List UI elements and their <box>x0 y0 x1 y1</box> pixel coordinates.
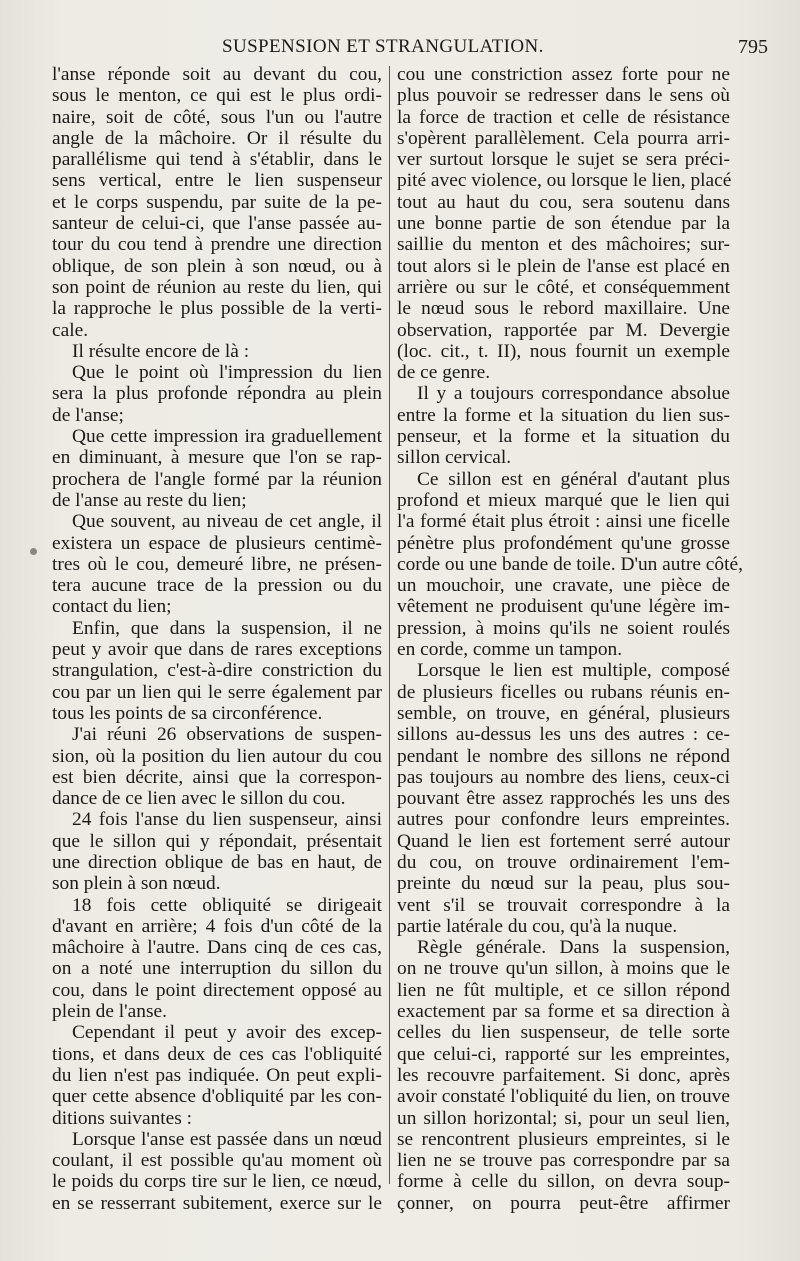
left-column-line: plein de l'anse. <box>52 1001 167 1023</box>
left-column-line: de l'anse; <box>52 404 124 426</box>
right-column-line: arrière ou sur le côté, et conséquemment <box>397 276 730 298</box>
left-column-line: sion, où la position du lien autour du cou <box>52 745 382 767</box>
right-column-line: entre la forme et la situation du lien sus- <box>397 404 730 426</box>
page-number: 795 <box>738 36 768 58</box>
running-header <box>0 32 800 62</box>
right-column-line: pité avec violence, ou lorsque le lien, placé <box>397 170 732 192</box>
left-column-line: Cependant il peut y avoir des excep- <box>72 1022 382 1044</box>
right-column-line: (loc. cit., t. II), nous fournit un exemple <box>397 340 730 362</box>
right-column-line: vêtement ne produisent qu'une légère im- <box>397 596 730 618</box>
right-column-line: Règle générale. Dans la suspension, <box>417 937 730 959</box>
right-column-line: tout alors si le plein de l'anse est placé en <box>397 255 730 277</box>
right-column-line: lien ne se trouve pas correspondre par sa <box>397 1150 730 1172</box>
left-column-line: le poids du corps tire sur le lien, ce nœud, <box>52 1171 382 1193</box>
left-column-line: cou, dans le point directement opposé au <box>52 979 382 1001</box>
right-column-line: forme à celle du sillon, on devra soup- <box>397 1171 730 1193</box>
left-column-line: naire, soit de côté, sous l'un ou l'autre <box>52 106 382 128</box>
right-column-line: pas toujours au nombre des liens, ceux-ci <box>397 766 730 788</box>
right-column-line: de ce genre. <box>397 362 491 384</box>
right-column-line: Ce sillon est en général d'autant plus <box>417 468 730 490</box>
right-column-line: que celui-ci, rapporté sur les empreintes, <box>397 1043 730 1065</box>
left-column-line: parallélisme qui tend à s'établir, dans le <box>52 149 382 171</box>
left-column-line: son plein à son nœud. <box>52 873 221 895</box>
right-column-line: pression, à moins qu'ils ne soient roulés <box>397 617 730 639</box>
ink-spot <box>30 548 37 555</box>
right-column-line: Quand le lien est fortement serré autour <box>397 830 730 852</box>
left-column-line: prochera de l'angle formé par la réunion <box>52 468 382 490</box>
right-column-line: la force de traction et celle de résistance <box>397 106 730 128</box>
right-column-line: sillons au-dessus les uns des autres : ce- <box>397 724 730 746</box>
left-column-line: que le sillon qui y répondait, présentait <box>52 830 382 852</box>
left-column-line: d'avant en arrière; 4 fois d'un côté de la <box>52 915 382 937</box>
right-column-line: pénètre plus profondément qu'une grosse <box>397 532 730 554</box>
right-column-line: un mouchoir, une cravate, une pièce de <box>397 575 730 597</box>
right-column-line: s'opèrent parallèlement. Cela pourra arri- <box>397 127 730 149</box>
right-column-line: saillie du menton et des mâchoires; sur- <box>397 234 730 256</box>
right-column-line: Lorsque le lien est multiple, composé <box>417 660 730 682</box>
left-column-line: Enfin, que dans la suspension, il ne <box>72 617 382 639</box>
left-column-line: angle de la mâchoire. Or il résulte du <box>52 127 382 149</box>
left-column-line: mâchoire à l'autre. Dans cinq de ces cas, <box>52 937 382 959</box>
left-column-line: santeur de celui-ci, que l'anse passée au- <box>52 213 382 235</box>
left-column-line: Il résulte encore de là : <box>72 340 250 362</box>
right-column-line: vent s'il se trouvait correspondre à la <box>397 894 730 916</box>
right-column-line: Il y a toujours correspondance absolue <box>417 383 730 405</box>
left-column-line: Que le point où l'impression du lien <box>72 362 382 384</box>
left-column-line: tour du cou tend à prendre une direction <box>52 234 382 256</box>
left-column-line: du lien n'est pas indiquée. On peut expli- <box>52 1064 382 1086</box>
left-column-line: sera la plus profonde répondra au plein <box>52 383 382 405</box>
left-column-line: quer cette absence d'obliquité par les con- <box>52 1086 382 1108</box>
left-column-line: cou par un lien qui le serre également par <box>52 681 382 703</box>
left-column-line: cale. <box>52 319 89 341</box>
right-column-line: exactement par sa forme et sa direction à <box>397 1001 730 1023</box>
left-column-line: son point de réunion au reste du lien, qui <box>52 276 382 298</box>
right-column-line: en corde, comme un tampon. <box>397 639 623 661</box>
left-column-line: la rapproche le plus possible de la verti- <box>52 298 382 320</box>
right-column-line: corde ou une bande de toile. D'un autre côté, <box>397 553 743 575</box>
left-column-line: de l'anse au reste du lien; <box>52 489 247 511</box>
right-column-line: celles du lien suspenseur, de telle sorte <box>397 1022 730 1044</box>
right-column-line: cou une constriction assez forte pour ne <box>397 64 730 85</box>
left-column-line: oblique, de son plein à son nœud, ou à <box>52 255 382 277</box>
left-column-line: sous le menton, ce qui est le plus ordi- <box>52 85 382 107</box>
left-column-line: Lorsque l'anse est passée dans un nœud <box>72 1128 382 1150</box>
right-column-line: partie latérale du cou, qu'à la nuque. <box>397 915 678 937</box>
right-column-line: du cou, on trouve ordinairement l'em- <box>397 851 730 873</box>
left-column-line: 18 fois cette obliquité se dirigeait <box>72 894 382 916</box>
right-column-line: de plusieurs ficelles ou rubans réunis en- <box>397 681 730 703</box>
right-column-line: le nœud sous le rebord maxillaire. Une <box>397 298 730 320</box>
left-column-line: Que cette impression ira graduellement <box>72 426 382 448</box>
right-column-line: autres pour confondre leurs empreintes. <box>397 809 730 831</box>
right-column-line: un sillon horizontal; si, pour un seul lien, <box>397 1107 730 1129</box>
right-text-column <box>397 64 743 1214</box>
left-column-line: existera un espace de plusieurs centimè- <box>52 532 382 554</box>
right-column-line: on ne trouve qu'un sillon, à moins que le <box>397 958 730 980</box>
left-column-line: tous les points de sa circonférence. <box>52 702 323 724</box>
right-column-line: profond et mieux marqué que le lien qui <box>397 489 730 511</box>
running-title: SUSPENSION ET STRANGULATION. <box>222 36 544 57</box>
column-divider <box>389 66 390 1184</box>
right-column-line: lien ne fût multiple, et ce sillon répond <box>397 979 730 1001</box>
left-column-line: est bien décrite, ainsi que la correspon- <box>52 766 382 788</box>
left-column-line: on a noté une interruption du sillon du <box>52 958 382 980</box>
left-column-line: 24 fois l'anse du lien suspenseur, ainsi <box>72 809 382 831</box>
left-column-line: et le corps suspendu, par suite de la pe- <box>52 191 382 213</box>
left-column-line: tions, et dans deux de ces cas l'obliquité <box>52 1043 382 1065</box>
right-column-line: avoir constaté l'obliquité du lien, on trouve <box>397 1086 730 1108</box>
left-column-line: tera aucune trace de la pression ou du <box>52 575 382 597</box>
left-column-line: Que souvent, au niveau de cet angle, il <box>72 511 382 533</box>
left-column-line: ditions suivantes : <box>52 1107 193 1129</box>
left-column-line: tres où le cou, demeuré libre, ne présen- <box>52 553 382 575</box>
right-column-line: semble, on trouve, en général, plusieurs <box>397 702 730 724</box>
left-column-line: dance de ce lien avec le sillon du cou. <box>52 788 346 810</box>
right-column-line: pouvant être assez rapprochés les uns des <box>397 788 730 810</box>
left-column-line: peut y avoir que dans de rares exceptions <box>52 639 382 661</box>
right-column-line: penseur, et la forme et la situation du <box>397 426 730 448</box>
left-column-line: coulant, il est possible qu'au moment où <box>52 1150 382 1172</box>
right-column-line: une bonne partie de son étendue par la <box>397 213 730 235</box>
right-column-line: les recouvre parfaitement. Si donc, après <box>397 1064 730 1086</box>
right-column-line: plus pouvoir se redresser dans le sens où <box>397 85 730 107</box>
left-column-line: contact du lien; <box>52 596 172 618</box>
left-column-line: sens vertical, entre le lien suspenseur <box>52 170 382 192</box>
left-column-line: J'ai réuni 26 observations de suspen- <box>72 724 382 746</box>
right-column-line: pendant le nombre des sillons ne répond <box>397 745 730 767</box>
right-column-line: çonner, on pourra peut-être affirmer <box>397 1192 730 1214</box>
left-column-line: l'anse réponde soit au devant du cou, <box>52 64 382 85</box>
right-column-line: preinte du nœud sur la peau, plus sou- <box>397 873 730 895</box>
right-column-line: observation, rapportée par M. Devergie <box>397 319 730 341</box>
right-column-line: l'a formé était plus étroit : ainsi une ficelle <box>397 511 730 533</box>
left-text-column <box>52 64 382 1214</box>
left-column-line: en se resserrant subitement, exerce sur le <box>52 1192 382 1214</box>
right-column-line: se rencontrent plusieurs empreintes, si le <box>397 1128 730 1150</box>
left-column-line: une direction oblique de bas en haut, de <box>52 851 382 873</box>
right-column-line: ver surtout lorsque le sujet se sera préci- <box>397 149 730 171</box>
right-column-line: sillon cervical. <box>397 447 512 469</box>
left-column-line: en diminuant, à mesure que l'on se rap- <box>52 447 382 469</box>
left-column-line: strangulation, c'est-à-dire constriction du <box>52 660 382 682</box>
right-column-line: tout au haut du cou, sera soutenu dans <box>397 191 730 213</box>
